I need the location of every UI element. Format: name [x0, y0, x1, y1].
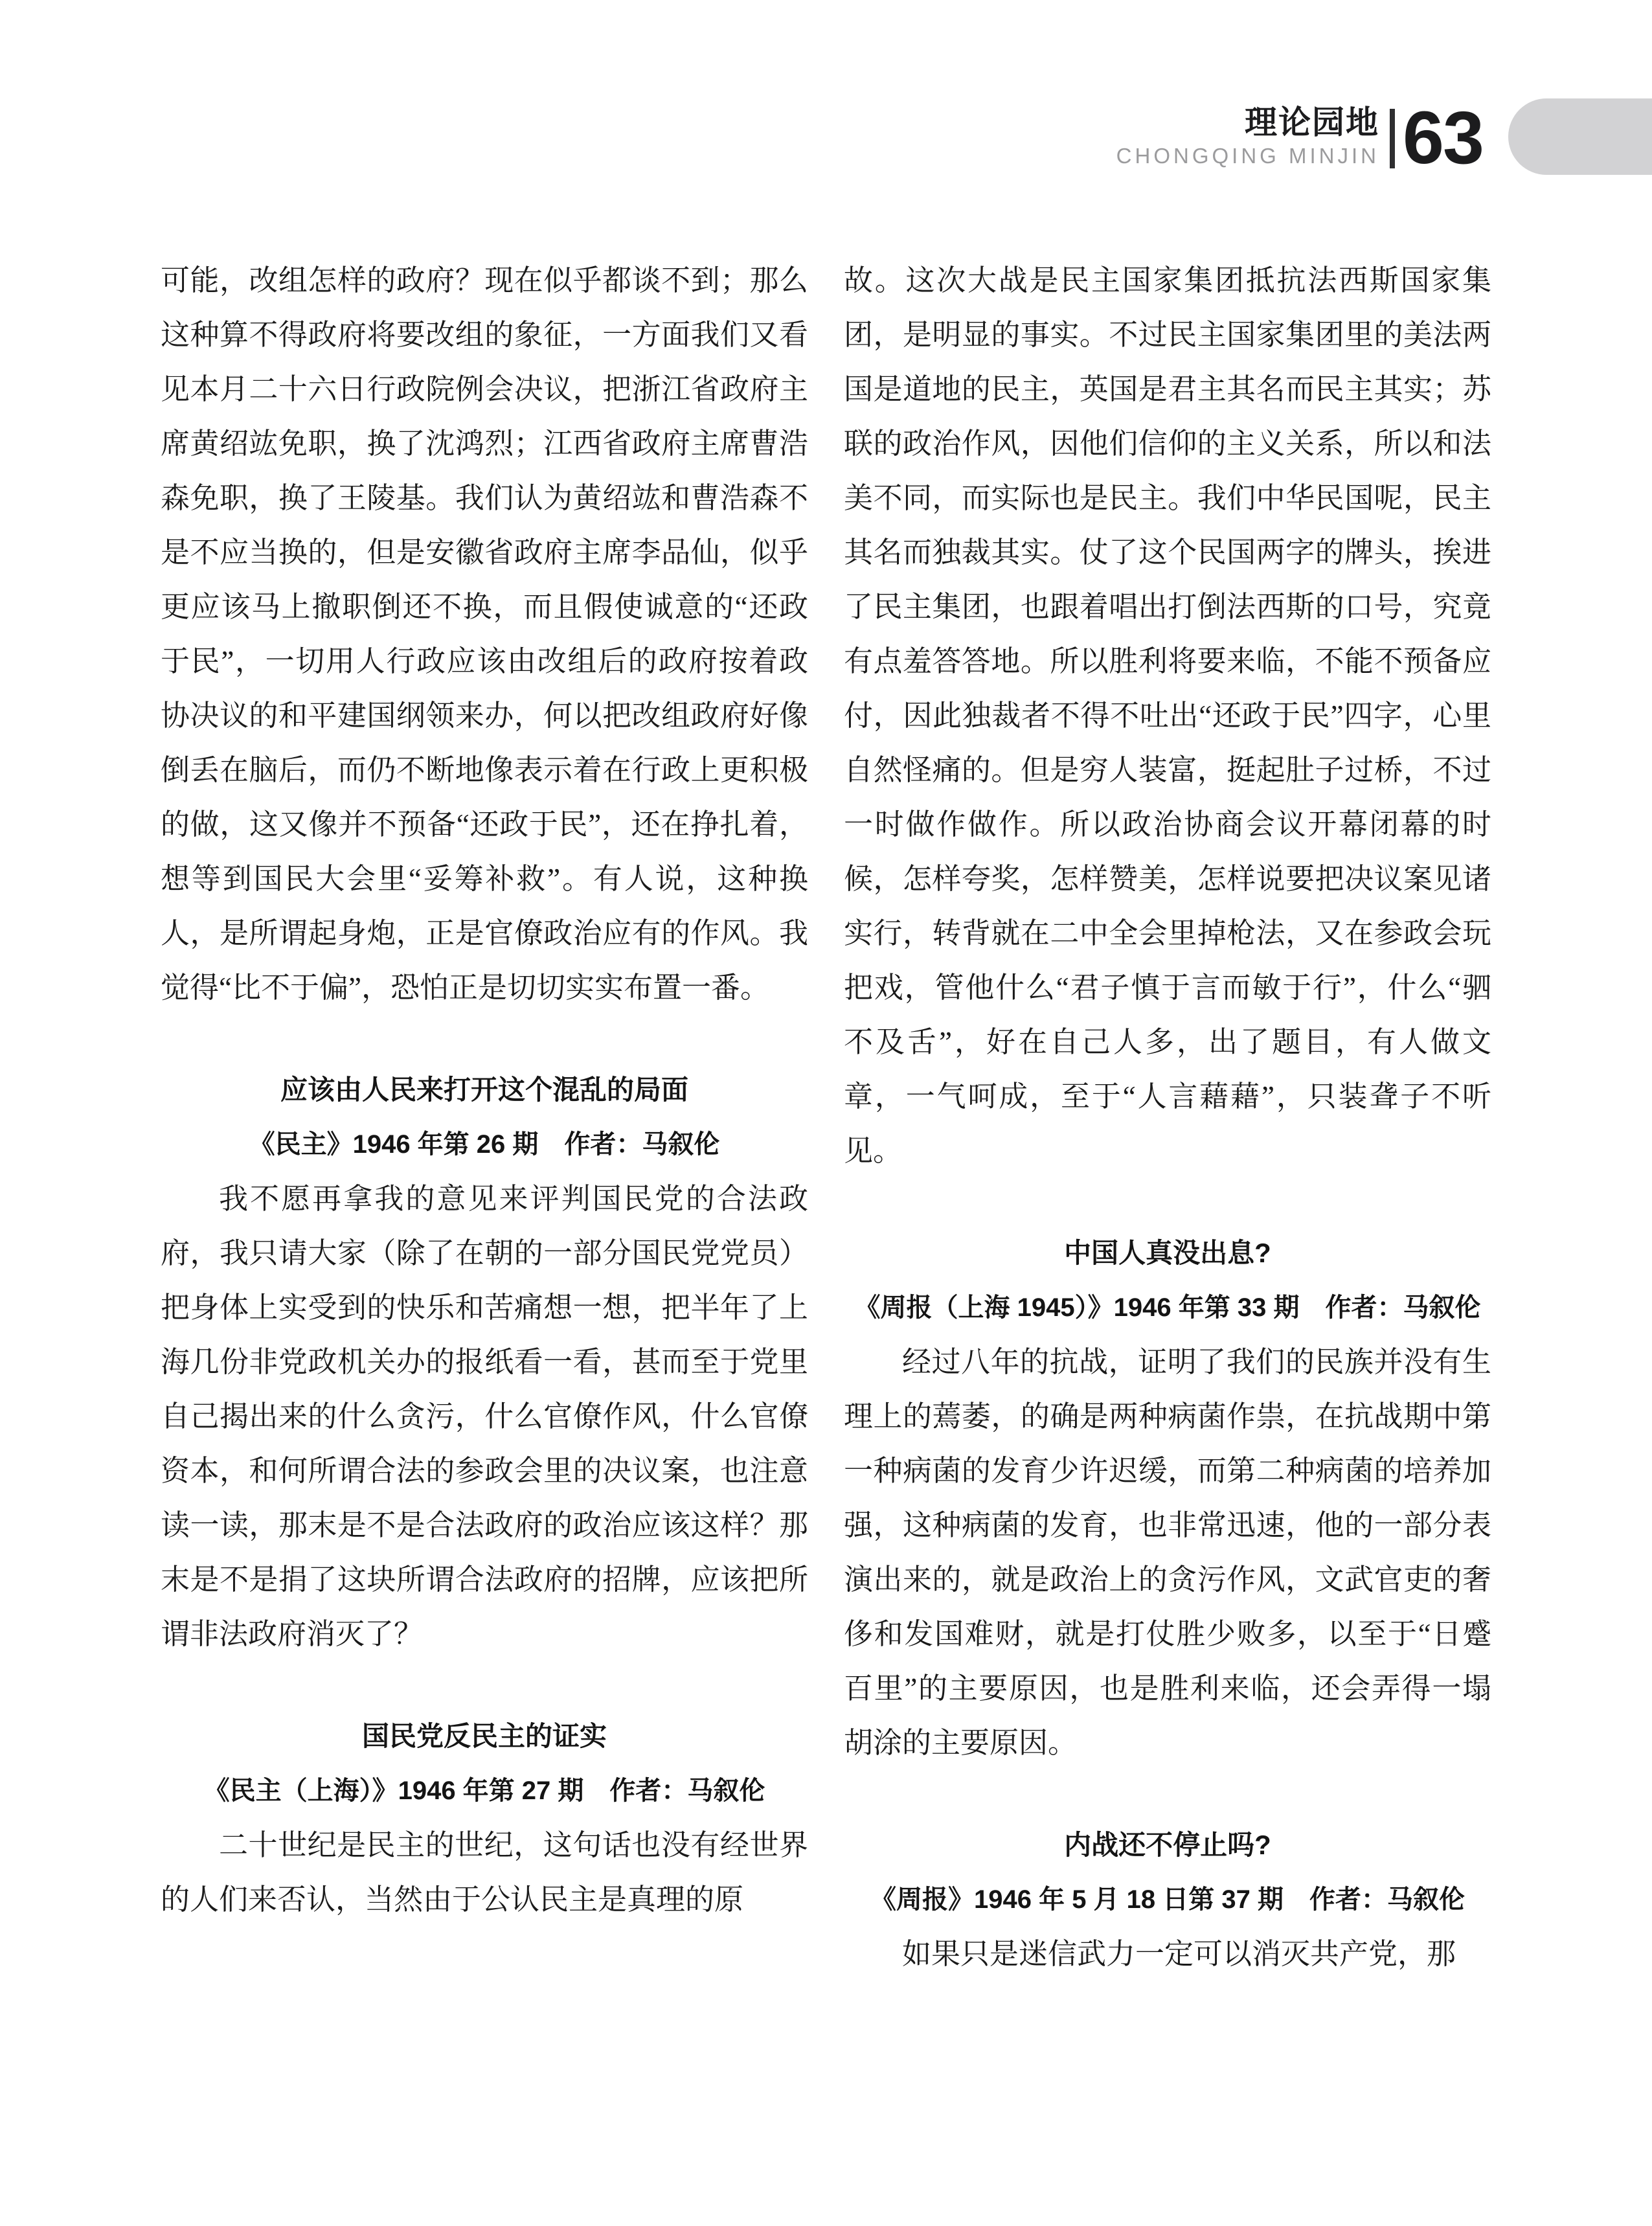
- section-heading: 中国人真没出息?: [1064, 1238, 1271, 1268]
- paragraph: 可能，改组怎样的政府？现在似乎都谈不到；那么这种算不得政府将要改组的象征，一方面我们又看见本月二十六日行政院例会决议，把浙江省政府主席黄绍竑免职，换了沈鸿烈；江西省政府主席曹浩森免职，换了王陵基。我们认为黄绍竑和曹浩森不是不应当换的，但是安徽省政府主席李品仙，似乎更应该马上撤职倒还不换，而且假使诚意的“还政于民”，一切用人行政应该由改组后的政府按着政协决议的和平建国纲领来办，何以把改组政府好像倒丢在脑后，而仍不断地像表示着在行政上更积极的做，这又像并不预备“还政于民”，还在挣扎着，想等到国民大会里“妥筹补救”。有人说，这种换人，是所谓起身炮，正是官僚政治应有的作风。我觉得“比不于偏”，恐怕正是切切实实布置一番。: [161, 264, 808, 1004]
- section-heading: 应该由人民来打开这个混乱的局面: [280, 1074, 688, 1105]
- paragraph: 经过八年的抗战，证明了我们的民族并没有生理上的蔫萎，的确是两种病菌作祟，在抗战期中第一种病菌的发育少许迟缓，而第二种病菌的培养加强，这种病菌的发育，也非常迅速，他的一部分表演出来的，就是政治上的贪污作风，文武官吏的奢侈和发国难财，就是打仗胜少败多，以至于“日蹙百里”的主要原因，也是胜利来临，还会弄得一塌胡涂的主要原因。: [844, 1346, 1491, 1759]
- paragraph: 二十世纪是民主的世纪，这句话也没有经世界的人们来否认，当然由于公认民主是真理的原: [161, 1829, 808, 1916]
- page-number: 63: [1403, 97, 1483, 179]
- section-subheading: 《周报》1946 年 5 月 18 日第 37 期 作者：马叙伦: [870, 1885, 1465, 1914]
- section-subheading: 《民主（上海）》1946 年第 27 期 作者：马叙伦: [203, 1777, 765, 1805]
- paragraph: 故。这次大战是民主国家集团抵抗法西斯国家集团，是明显的事实。不过民主国家集团里的美法两国是道地的民主，英国是君主其名而民主其实；苏联的政治作风，因他们信仰的主义关系，所以和法美不同，而实际也是民主。我们中华民国呢，民主其名而独裁其实。仗了这个民国两字的牌头，挨进了民主集团，也跟着唱出打倒法西斯的口号，究竟有点羞答答地。所以胜利将要来临，不能不预备应付，因此独裁者不得不吐出“还政于民”四字，心里自然怪痛的。但是穷人装富，挺起肚子过桥，不过一时做作做作。所以政治协商会议开幕闭幕的时候，怎样夸奖，怎样赞美，怎样说要把决议案见诸实行，转背就在二中全会里掉枪法，又在参政会玩把戏，管他什么“君子慎于言而敏于行”，什么“驷不及舌”，好在自己人多，出了题目，有人做文章，一气呵成，至于“人言藉藉”，只装聋子不听见。: [844, 264, 1491, 1167]
- header-titles: [1116, 106, 1379, 168]
- left-column: [161, 253, 808, 1927]
- section-subheading: 《民主》1946 年第 26 期 作者：马叙伦: [249, 1130, 720, 1159]
- paragraph: 我不愿再拿我的意见来评判国民党的合法政府，我只请大家（除了在朝的一部分国民党党员）把身体上实受到的快乐和苦痛想一想，把半年了上海几份非党政机关办的报纸看一看，甚而至于党里自己揭出来的什么贪污，什么官僚作风，什么官僚资本，和何所谓合法的参政会里的决议案，也注意读一读，那末是不是合法政府的政治应该这样？那末是不是捐了这块所谓合法政府的招牌，应该把所谓非法政府消灭了？: [161, 1183, 808, 1650]
- section-heading: 内战还不停止吗?: [1064, 1830, 1271, 1860]
- paragraph: 如果只是迷信武力一定可以消灭共产党，那: [902, 1938, 1456, 1970]
- header-divider: [1390, 109, 1395, 168]
- section-subheading: 《周报（上海 1945）》1946 年第 33 期 作者：马叙伦: [854, 1293, 1481, 1322]
- section-title-en: CHONGQING MINJIN: [1116, 144, 1379, 168]
- right-column: [844, 253, 1491, 1981]
- header-tab-shape: [1508, 98, 1652, 175]
- section-heading: 国民党反民主的证实: [361, 1721, 607, 1751]
- section-title-cn: 理论园地: [1245, 104, 1379, 141]
